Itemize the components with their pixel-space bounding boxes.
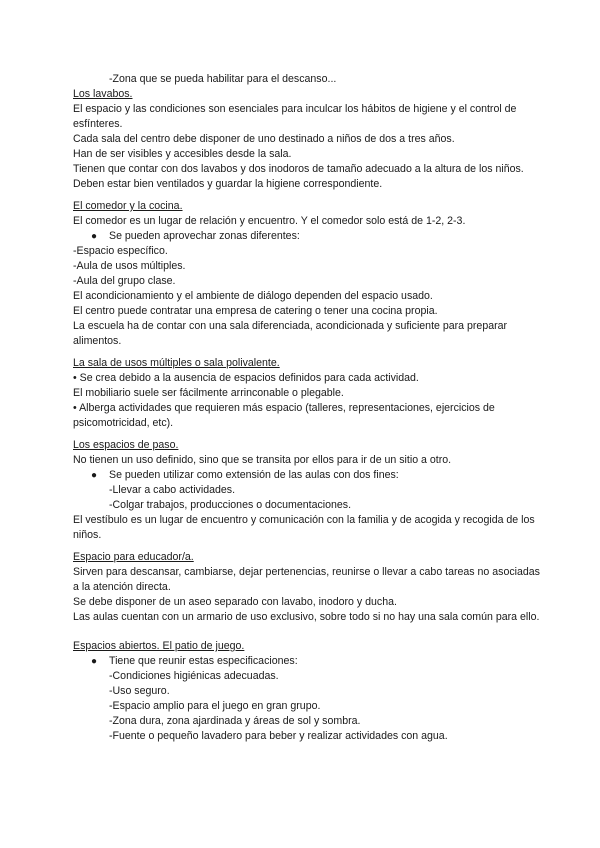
- paragraph: Se debe disponer de un aseo separado con lavabo, inodoro y ducha.: [73, 596, 397, 608]
- paragraph: Deben estar bien ventilados y guardar la higiene correspondiente.: [73, 178, 383, 190]
- section-heading-sala-usos: La sala de usos múltiples o sala polivalente.: [73, 357, 280, 369]
- section-heading-abiertos: Espacios abiertos. El patio de juego.: [73, 640, 245, 652]
- paragraph: El acondicionamiento y el ambiente de diálogo dependen del espacio usado.: [73, 290, 433, 302]
- list-item: -Espacio específico.: [73, 245, 168, 257]
- bullet-text: Se pueden utilizar como extensión de las aulas con dos fines:: [109, 469, 399, 481]
- bullet-item: [73, 468, 543, 483]
- list-item: -Zona dura, zona ajardinada y áreas de sol y sombra.: [109, 715, 361, 727]
- document-page: [73, 72, 543, 744]
- bullet-dot-icon: ●: [91, 231, 98, 242]
- paragraph: El comedor es un lugar de relación y encuentro. Y el comedor solo está de 1-2, 2-3.: [73, 215, 466, 227]
- list-item: -Aula del grupo clase.: [73, 275, 176, 287]
- list-item: -Uso seguro.: [109, 685, 170, 697]
- paragraph: El vestíbulo es un lugar de encuentro y comunicación con la familia y de acogida y recogida de los niños.: [73, 514, 535, 541]
- paragraph: No tienen un uso definido, sino que se transita por ellos para ir de un sitio a otro.: [73, 454, 452, 466]
- paragraph: El centro puede contratar una empresa de catering o tener una cocina propia.: [73, 305, 438, 317]
- bullet-text: Se pueden aprovechar zonas diferentes:: [109, 230, 300, 242]
- section-heading-educador: Espacio para educador/a.: [73, 551, 194, 563]
- paragraph: Las aulas cuentan con un armario de uso exclusivo, sobre todo si no hay una sala común para ello.: [73, 611, 540, 623]
- section-heading-espacios-paso: Los espacios de paso.: [73, 439, 179, 451]
- list-item: -Aula de usos múltiples.: [73, 260, 186, 272]
- paragraph: Tienen que contar con dos lavabos y dos inodoros de tamaño adecuado a la altura de los niños.: [73, 163, 524, 175]
- intro-item: -Zona que se pueda habilitar para el descanso...: [109, 73, 337, 85]
- bullet-item: [73, 654, 543, 669]
- bullet-item: [73, 229, 543, 244]
- paragraph: Han de ser visibles y accesibles desde la sala.: [73, 148, 292, 160]
- paragraph: • Se crea debido a la ausencia de espacios definidos para cada actividad.: [73, 372, 419, 384]
- list-item: -Colgar trabajos, producciones o documentaciones.: [109, 499, 352, 511]
- paragraph: Sirven para descansar, cambiarse, dejar pertenencias, reunirse o llevar a cabo tareas no asociadas a la atención directa.: [73, 566, 540, 593]
- list-item: -Condiciones higiénicas adecuadas.: [109, 670, 279, 682]
- paragraph: Cada sala del centro debe disponer de uno destinado a niños de dos a tres años.: [73, 133, 455, 145]
- list-item: -Fuente o pequeño lavadero para beber y realizar actividades con agua.: [109, 730, 448, 742]
- bullet-text: Tiene que reunir estas especificaciones:: [109, 655, 298, 667]
- paragraph: • Alberga actividades que requieren más espacio (talleres, representaciones, ejercicios de psicomotricidad, etc).: [73, 402, 495, 429]
- section-heading-lavabos: Los lavabos.: [73, 88, 133, 100]
- section-heading-comedor: El comedor y la cocina.: [73, 200, 183, 212]
- paragraph: El espacio y las condiciones son esenciales para inculcar los hábitos de higiene y el control de esfínteres.: [73, 103, 517, 130]
- paragraph: El mobiliario suele ser fácilmente arrinconable o plegable.: [73, 387, 344, 399]
- list-item: -Llevar a cabo actividades.: [109, 484, 236, 496]
- bullet-dot-icon: ●: [91, 470, 98, 481]
- bullet-dot-icon: ●: [91, 656, 98, 667]
- paragraph: La escuela ha de contar con una sala diferenciada, acondicionada y suficiente para preparar alimentos.: [73, 320, 508, 347]
- list-item: -Espacio amplio para el juego en gran grupo.: [109, 700, 321, 712]
